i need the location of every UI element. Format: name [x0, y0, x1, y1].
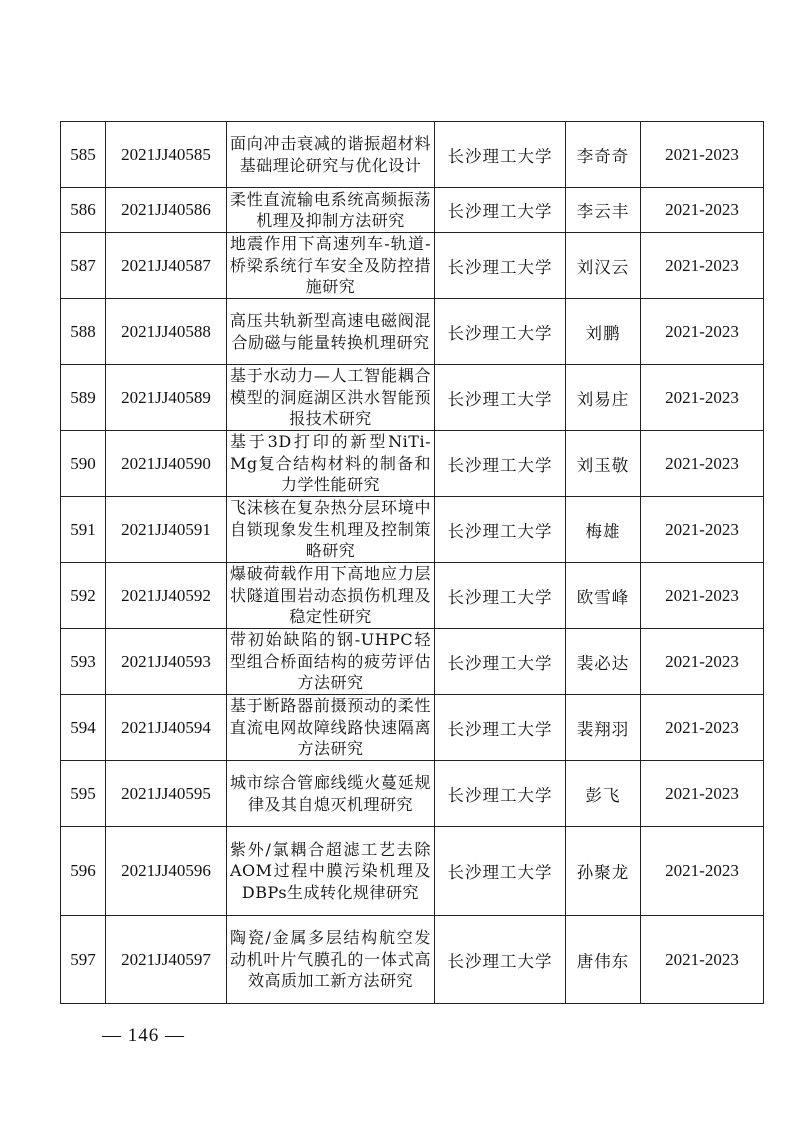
- row-number: 593: [61, 629, 106, 695]
- institution: 长沙理工大学: [435, 761, 566, 827]
- row-number: 586: [61, 188, 106, 233]
- project-title: 基于3D打印的新型NiTi-Mg复合结构材料的制备和力学性能研究: [227, 431, 435, 497]
- institution: 长沙理工大学: [435, 233, 566, 299]
- project-id: 2021JJ40592: [106, 563, 227, 629]
- project-id: 2021JJ40597: [106, 916, 227, 1004]
- row-number: 587: [61, 233, 106, 299]
- project-id: 2021JJ40593: [106, 629, 227, 695]
- institution: 长沙理工大学: [435, 916, 566, 1004]
- table-row: [61, 365, 764, 431]
- project-title: 柔性直流输电系统高频振荡机理及抑制方法研究: [227, 188, 435, 233]
- page-number: — 146 —: [102, 1025, 185, 1046]
- project-title: 爆破荷载作用下高地应力层状隧道围岩动态损伤机理及稳定性研究: [227, 563, 435, 629]
- project-period: 2021-2023: [641, 629, 764, 695]
- project-id: 2021JJ40587: [106, 233, 227, 299]
- project-id: 2021JJ40589: [106, 365, 227, 431]
- project-id: 2021JJ40591: [106, 497, 227, 563]
- project-title: 陶瓷/金属多层结构航空发动机叶片气膜孔的一体式高效高质加工新方法研究: [227, 916, 435, 1004]
- row-number: 585: [61, 122, 106, 188]
- row-number: 591: [61, 497, 106, 563]
- principal-investigator: 梅雄: [566, 497, 641, 563]
- project-title: 城市综合管廊线缆火蔓延规律及其自熄灭机理研究: [227, 761, 435, 827]
- principal-investigator: 刘汉云: [566, 233, 641, 299]
- project-title: 紫外/氯耦合超滤工艺去除AOM过程中膜污染机理及DBPs生成转化规律研究: [227, 827, 435, 916]
- project-title: 带初始缺陷的钢-UHPC轻型组合桥面结构的疲劳评估方法研究: [227, 629, 435, 695]
- principal-investigator: 刘鹏: [566, 299, 641, 365]
- project-title: 地震作用下高速列车-轨道-桥梁系统行车安全及防控措施研究: [227, 233, 435, 299]
- project-id: 2021JJ40595: [106, 761, 227, 827]
- project-id: 2021JJ40596: [106, 827, 227, 916]
- project-title: 高压共轨新型高速电磁阀混合励磁与能量转换机理研究: [227, 299, 435, 365]
- table-row: [61, 299, 764, 365]
- project-id: 2021JJ40588: [106, 299, 227, 365]
- project-period: 2021-2023: [641, 761, 764, 827]
- project-period: 2021-2023: [641, 188, 764, 233]
- project-title: 面向冲击衰减的谐振超材料基础理论研究与优化设计: [227, 122, 435, 188]
- row-number: 589: [61, 365, 106, 431]
- project-id: 2021JJ40594: [106, 695, 227, 761]
- institution: 长沙理工大学: [435, 188, 566, 233]
- table-row: [61, 761, 764, 827]
- project-period: 2021-2023: [641, 233, 764, 299]
- row-number: 590: [61, 431, 106, 497]
- project-title: 基于水动力—人工智能耦合模型的洞庭湖区洪水智能预报技术研究: [227, 365, 435, 431]
- table-row: [61, 431, 764, 497]
- project-period: 2021-2023: [641, 497, 764, 563]
- row-number: 596: [61, 827, 106, 916]
- row-number: 597: [61, 916, 106, 1004]
- project-period: 2021-2023: [641, 299, 764, 365]
- project-period: 2021-2023: [641, 122, 764, 188]
- institution: 长沙理工大学: [435, 563, 566, 629]
- principal-investigator: 刘玉敬: [566, 431, 641, 497]
- institution: 长沙理工大学: [435, 299, 566, 365]
- institution: 长沙理工大学: [435, 827, 566, 916]
- row-number: 592: [61, 563, 106, 629]
- institution: 长沙理工大学: [435, 497, 566, 563]
- principal-investigator: 孙聚龙: [566, 827, 641, 916]
- table-row: [61, 695, 764, 761]
- principal-investigator: 刘易庄: [566, 365, 641, 431]
- grant-table-body: [61, 122, 764, 1004]
- project-id: 2021JJ40586: [106, 188, 227, 233]
- principal-investigator: 李奇奇: [566, 122, 641, 188]
- project-title: 基于断路器前摄预动的柔性直流电网故障线路快速隔离方法研究: [227, 695, 435, 761]
- project-title: 飞沫核在复杂热分层环境中自锁现象发生机理及控制策略研究: [227, 497, 435, 563]
- project-period: 2021-2023: [641, 365, 764, 431]
- project-id: 2021JJ40585: [106, 122, 227, 188]
- table-row: [61, 233, 764, 299]
- institution: 长沙理工大学: [435, 431, 566, 497]
- row-number: 595: [61, 761, 106, 827]
- institution: 长沙理工大学: [435, 695, 566, 761]
- project-period: 2021-2023: [641, 827, 764, 916]
- institution: 长沙理工大学: [435, 122, 566, 188]
- table-row: [61, 122, 764, 188]
- principal-investigator: 裴翔羽: [566, 695, 641, 761]
- table-row: [61, 563, 764, 629]
- project-period: 2021-2023: [641, 916, 764, 1004]
- row-number: 588: [61, 299, 106, 365]
- principal-investigator: 彭飞: [566, 761, 641, 827]
- table-row: [61, 916, 764, 1004]
- table-row: [61, 827, 764, 916]
- grant-table: [60, 121, 764, 1004]
- table-row: [61, 629, 764, 695]
- institution: 长沙理工大学: [435, 629, 566, 695]
- project-period: 2021-2023: [641, 563, 764, 629]
- table-row: [61, 497, 764, 563]
- project-id: 2021JJ40590: [106, 431, 227, 497]
- project-period: 2021-2023: [641, 695, 764, 761]
- principal-investigator: 李云丰: [566, 188, 641, 233]
- project-period: 2021-2023: [641, 431, 764, 497]
- table-row: [61, 188, 764, 233]
- row-number: 594: [61, 695, 106, 761]
- institution: 长沙理工大学: [435, 365, 566, 431]
- principal-investigator: 唐伟东: [566, 916, 641, 1004]
- principal-investigator: 欧雪峰: [566, 563, 641, 629]
- principal-investigator: 裴必达: [566, 629, 641, 695]
